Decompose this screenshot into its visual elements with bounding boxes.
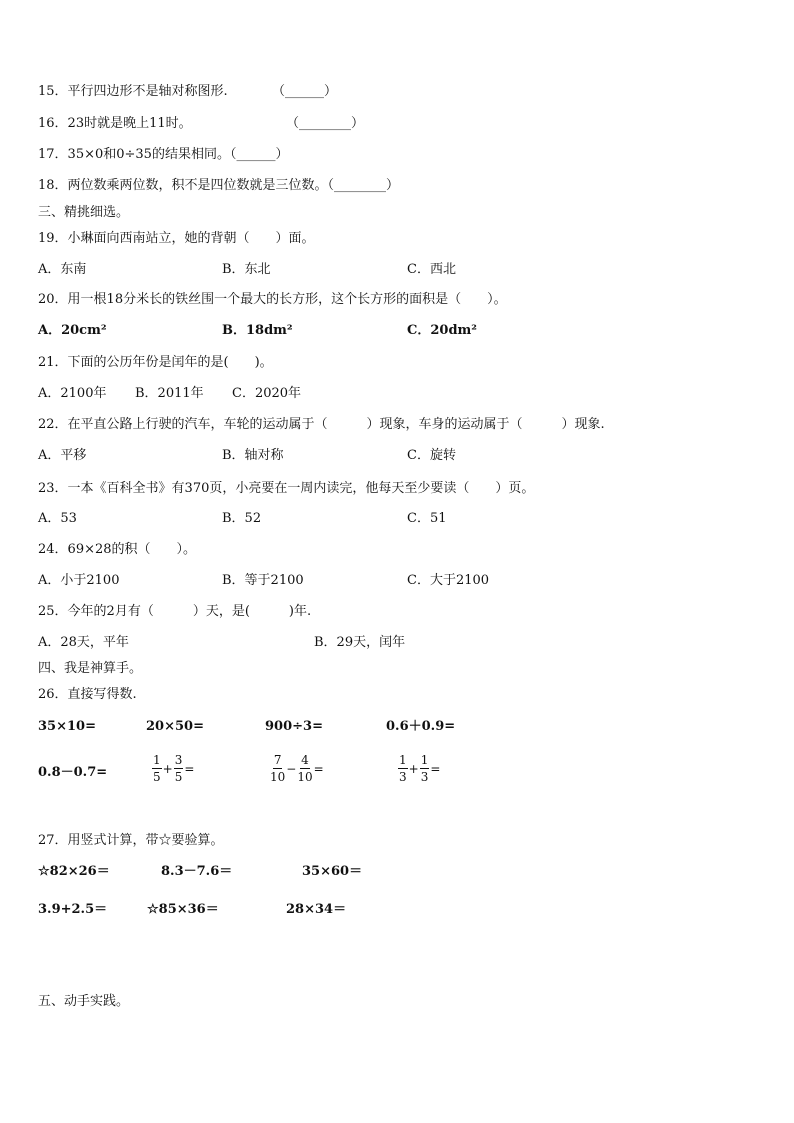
question-18 — [38, 178, 399, 194]
fraction — [174, 753, 184, 784]
question-20-option-a[interactable]: A．20cm² — [38, 323, 107, 338]
fraction — [152, 753, 162, 784]
q26-fraction-expr-2 — [270, 753, 325, 784]
question-25-option-a[interactable]: A．28天，平年 — [38, 635, 129, 650]
question-19-stem: 19．小琳面向西南站立，她的背朝（ ）面。 — [38, 231, 315, 246]
question-27-stem: 27．用竖式计算，带☆要验算。 — [38, 833, 224, 848]
question-24-option-a[interactable]: A．小于2100 — [38, 573, 120, 588]
q27-expr-3: 35×60＝ — [302, 864, 363, 879]
question-16 — [38, 116, 365, 132]
equals-sign: = — [184, 761, 195, 776]
question-16-text: 16．23时就是晚上11时。 — [38, 116, 192, 131]
question-23-option-b[interactable]: B．52 — [222, 511, 262, 526]
q26-expr-3: 900÷3= — [265, 719, 323, 734]
numerator: 1 — [153, 753, 161, 767]
question-25-stem: 25．今年的2月有（ ）天，是( )年. — [38, 604, 312, 619]
fraction — [420, 753, 430, 784]
section-heading-3: 三、精挑细选。 — [38, 205, 130, 220]
question-19-option-a[interactable]: A．东南 — [38, 262, 87, 277]
fraction — [297, 753, 312, 784]
q27-expr-2: 8.3－7.6＝ — [161, 864, 233, 879]
denominator: 10 — [297, 770, 313, 784]
denominator: 3 — [399, 770, 407, 784]
question-15-text: 15．平行四边形不是轴对称图形. — [38, 84, 228, 99]
numerator: 3 — [174, 753, 183, 767]
question-21-option-b[interactable]: B．2011年 — [135, 386, 204, 401]
answer-blank-16[interactable]: （________） — [286, 116, 365, 131]
q26-expr-5: 0.8－0.7= — [38, 765, 108, 780]
denominator: 10 — [270, 770, 286, 784]
question-26-stem: 26．直接写得数. — [38, 687, 137, 702]
numerator: 1 — [420, 753, 429, 767]
question-22-option-b[interactable]: B．轴对称 — [222, 448, 284, 463]
q27-expr-4: 3.9+2.5＝ — [38, 902, 108, 917]
answer-blank-17[interactable]: （______） — [229, 147, 289, 162]
denominator: 5 — [174, 770, 183, 784]
numerator: 4 — [301, 753, 309, 767]
denominator: 3 — [420, 770, 429, 784]
question-24-option-c[interactable]: C．大于2100 — [407, 573, 490, 588]
question-21-option-a[interactable]: A．2100年 — [38, 386, 107, 401]
question-19-option-c[interactable]: C．西北 — [407, 262, 456, 277]
question-21-stem: 21．下面的公历年份是闰年的是( )。 — [38, 355, 273, 370]
question-22-option-a[interactable]: A．平移 — [38, 448, 87, 463]
question-18-text: 18．两位数乘两位数，积不是四位数就是三位数。 — [38, 178, 328, 193]
question-17 — [38, 147, 288, 163]
fraction — [270, 753, 285, 784]
question-25-option-b[interactable]: B．29天，闰年 — [314, 635, 406, 650]
question-20-option-b[interactable]: B．18dm² — [222, 323, 293, 338]
question-24-stem: 24．69×28的积（ ）。 — [38, 542, 197, 557]
question-21-option-c[interactable]: C．2020年 — [232, 386, 302, 401]
equals-sign: = — [313, 761, 324, 776]
question-23-option-a[interactable]: A．53 — [38, 511, 77, 526]
question-20-option-c[interactable]: C．20dm² — [407, 323, 477, 338]
question-22-stem: 22．在平直公路上行驶的汽车，车轮的运动属于（ ）现象，车身的运动属于（ ）现象. — [38, 417, 605, 432]
answer-blank-18[interactable]: （________） — [327, 178, 400, 193]
q26-expr-4: 0.6＋0.9= — [386, 719, 456, 734]
q27-expr-6: 28×34＝ — [286, 902, 347, 917]
q27-expr-5: ☆85×36＝ — [147, 902, 219, 917]
question-15 — [38, 84, 338, 100]
question-22-option-c[interactable]: C．旋转 — [407, 448, 456, 463]
question-19-option-b[interactable]: B．东北 — [222, 262, 271, 277]
denominator: 5 — [153, 770, 161, 784]
q26-expr-1: 35×10= — [38, 719, 96, 734]
question-23-option-c[interactable]: C．51 — [407, 511, 447, 526]
q26-fraction-expr-1 — [152, 753, 195, 784]
equals-sign: = — [430, 761, 441, 776]
question-24-option-b[interactable]: B．等于2100 — [222, 573, 304, 588]
operator: + — [408, 761, 419, 776]
q26-fraction-expr-3 — [398, 753, 441, 784]
question-17-text: 17．35×0和0÷35的结果相同。 — [38, 147, 230, 162]
q26-expr-2: 20×50= — [146, 719, 204, 734]
question-20-stem: 20．用一根18分米长的铁丝围一个最大的长方形，这个长方形的面积是（ ）。 — [38, 292, 507, 307]
q27-expr-1: ☆82×26＝ — [38, 864, 110, 879]
fraction — [398, 753, 408, 784]
answer-blank-15[interactable]: （______） — [272, 84, 338, 99]
question-23-stem: 23．一本《百科全书》有370页，小亮要在一周内读完，他每天至少要读（ ）页。 — [38, 481, 535, 496]
operator: − — [286, 761, 297, 776]
numerator: 7 — [273, 753, 282, 767]
numerator: 1 — [399, 753, 407, 767]
section-heading-5: 五、动手实践。 — [38, 994, 130, 1009]
operator: + — [162, 761, 173, 776]
section-heading-4: 四、我是神算手。 — [38, 661, 143, 676]
